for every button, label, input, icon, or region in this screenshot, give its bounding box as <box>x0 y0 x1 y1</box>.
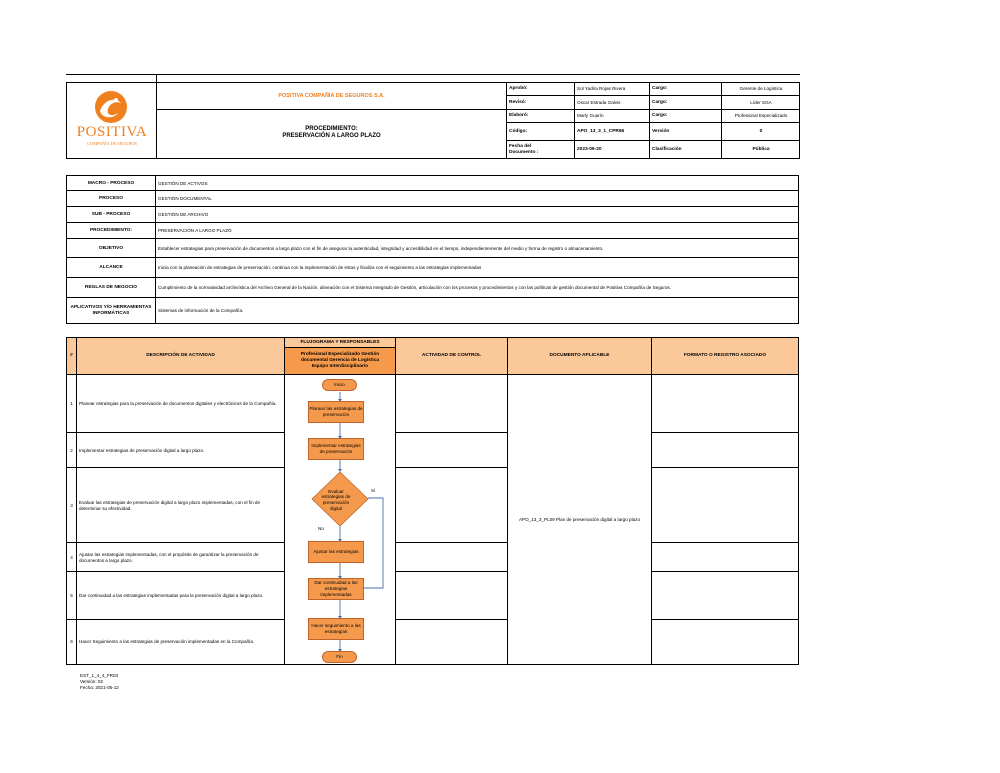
top-rule <box>66 74 800 75</box>
meta-value: GESTIÓN DOCUMENTAL <box>158 196 212 202</box>
meta-row <box>67 298 798 323</box>
row-line <box>652 467 798 468</box>
row-line <box>652 619 798 620</box>
row-num: 1 <box>70 401 73 407</box>
flow-start: Inicio <box>322 379 357 391</box>
footer-code: EST_1_4_4_FR03 <box>80 673 119 678</box>
clasif-label: Clasificación <box>650 141 722 158</box>
col-control-header: ACTIVIDAD DE CONTROL <box>396 338 508 375</box>
meta-value: Cumplimiento de la normatividad archivística del Archivo General de la Nación, alineación con el Sistema Integrado de Gestión, articulación con los procesos y procedimientos y con las políticas de gestión documental de Positiva Compañía de Seguros. <box>158 285 671 291</box>
fecha-value: 2023-09-20 <box>575 141 650 158</box>
meta-row <box>67 176 798 191</box>
activity-table <box>66 337 799 665</box>
meta-row <box>67 223 798 239</box>
flow-no-label: No <box>318 526 324 531</box>
logo-cell <box>67 83 157 158</box>
flow-yes-label: Si <box>371 488 376 493</box>
row-line <box>652 571 798 572</box>
aprobo-label: Aprobó: <box>507 83 575 96</box>
meta-label: APLICATIVOS Y/O HERRAMIENTAS INFORMÁTICAS <box>70 304 152 316</box>
logo-text: POSITIVA <box>76 123 148 140</box>
company-name: POSITIVA COMPAÑÍA DE SEGUROS S.A. <box>157 83 506 110</box>
flow-step-5: Dar continuidad a las estrategias implementadas <box>308 578 364 600</box>
table-row <box>67 433 285 468</box>
row-desc: Implementar estrategias de preservación digital a largo plazo. <box>79 447 205 453</box>
meta-value: Establecer estrategias para preservación de documentos a largo plazo con el fin de asegurar la autenticidad, integridad y accesibilidad en el tiempo, independientemente del medio y forma de registro o almacenamiento. <box>158 245 604 251</box>
meta-value: PRESERVACIÓN A LARGO PLAZO <box>158 228 232 234</box>
col-desc-header: DESCRIPCIÓN DE ACTIVIDAD <box>77 338 285 375</box>
meta-label: PROCEDIMIENTO: <box>89 228 133 234</box>
footer-date: Fecha: 2021-05-12 <box>80 685 119 690</box>
col-doc-header: DOCUMENTO APLICABLE <box>508 338 652 375</box>
elaboro-value: Marly Guarín <box>575 110 650 123</box>
row-line <box>396 432 508 433</box>
doc-applicable: APO_13_3_PL09 Plan de preservación digital a largo plazo <box>518 516 641 522</box>
meta-label: MACRO - PROCESO <box>87 180 135 186</box>
aprobo-value: Sol Yadira Rojas Rivera <box>575 83 650 96</box>
reviso-label: Revisó: <box>507 96 575 110</box>
table-row <box>67 375 285 433</box>
row-desc: Dar continuidad a las estrategias implementadas para la preservación digital a largo plazo. <box>79 593 264 599</box>
row-num: 5 <box>70 593 73 599</box>
clasif-value: Pública <box>752 146 770 152</box>
col-format-header: FORMATO O REGISTRO ASOCIADO <box>652 338 798 375</box>
fecha-label: Fecha del Documento : <box>507 141 575 158</box>
meta-value: GESTIÓN DE ACTIVOS <box>158 180 208 186</box>
reviso-value: Oscar Estrada Galvis <box>575 96 650 110</box>
col-num-header: # <box>67 338 77 375</box>
cargo3-label: Cargo: <box>650 110 722 123</box>
cargo2-label: Cargo: <box>650 96 722 110</box>
meta-value: Inicia con la planeación de estrategias de preservación, continua con la implementación de éstas y finaliza con el seguimiento a las estrategias implementadas <box>158 265 482 271</box>
row-line <box>652 542 798 543</box>
flow-decision-label: Evaluar estrategias de preservación digital <box>321 488 351 511</box>
procedure-label: PROCEDIMIENTO: <box>305 126 358 132</box>
cargo1-value: Gerente de Logística <box>722 83 800 96</box>
row-desc: Ajustar las estrategias implementadas, con el propósito de garantizar la preservación de documentos a largo plazo. <box>79 551 259 563</box>
meta-label: REGLAS DE NEGOCIO <box>85 285 137 291</box>
row-line <box>396 542 508 543</box>
table-row <box>67 543 285 572</box>
table-row <box>67 620 285 664</box>
info-grid <box>506 83 799 158</box>
meta-row <box>67 258 798 278</box>
row-num: 4 <box>70 554 73 560</box>
col-line <box>395 375 396 664</box>
flow-step-4: Ajustar las estrategias <box>308 541 364 563</box>
cargo1-label: Cargo: <box>650 83 722 96</box>
row-num: 6 <box>70 639 73 645</box>
meta-row <box>67 207 798 223</box>
version-value: 0 <box>722 123 800 141</box>
elaboro-label: Elaboró: <box>507 110 575 123</box>
table-row <box>67 572 285 620</box>
row-num: 2 <box>70 447 73 453</box>
logo-icon <box>90 89 132 125</box>
row-line <box>396 619 508 620</box>
row-desc: Evaluar las estrategias de preservación digital a largo plazo implementadas, con el fin de determinar su efectividad. <box>79 499 261 511</box>
col-flow-title: FLUJOGRAMA Y RESPONSABLES <box>285 338 395 348</box>
meta-row <box>67 239 798 258</box>
flow-end: Fin <box>322 651 357 663</box>
meta-value: GESTIÓN DE ARCHIVO <box>158 212 209 218</box>
header-block <box>66 82 800 159</box>
cargo2-value: Líder SGA <box>722 96 800 110</box>
cargo3-value: Profesional Especializado <box>722 110 800 123</box>
row-line <box>652 432 798 433</box>
meta-label: OBJETIVO <box>98 245 124 251</box>
row-desc: Planear estrategias para la preservación de documentos digitales y electrónicos de la Compañía. <box>79 401 277 407</box>
meta-table <box>66 175 799 324</box>
col-line <box>651 375 652 664</box>
meta-value: Sistemas de información de la Compañía. <box>158 307 244 313</box>
footer-version: Versión: 02 <box>80 679 103 684</box>
flow-step-2: Implementar estrategias de preservación <box>308 438 364 460</box>
row-line <box>396 467 508 468</box>
meta-row <box>67 191 798 207</box>
codigo-label: Código: <box>507 123 575 141</box>
meta-label: SUB - PROCESO <box>91 212 131 218</box>
title-cell <box>157 83 506 158</box>
version-label: Versión <box>650 123 722 141</box>
col-flow-header <box>285 338 396 375</box>
table-row <box>67 468 285 543</box>
flow-step-1: Planear las estrategias de preservación <box>308 401 364 423</box>
procedure-name: PRESERVACIÓN A LARGO PLAZO <box>282 133 381 139</box>
row-line <box>396 571 508 572</box>
col-flow-roles: Profesional Especializado Gestión documental Gerencia de Logística Equipo Interdisciplinario <box>285 348 395 374</box>
meta-row <box>67 278 798 298</box>
logo-subtext: COMPAÑÍA DE SEGUROS <box>87 140 137 146</box>
flow-step-6: Hacer seguimiento a las estrategias <box>308 618 364 640</box>
meta-label: PROCESO <box>99 196 123 202</box>
row-desc: Hacer Seguimiento a las estrategias de preservación implementadas en la Compañía. <box>79 639 255 645</box>
codigo-value: APO_13_3_1_CPR56 <box>575 123 650 141</box>
row-num: 3 <box>70 502 73 508</box>
meta-label: ALCANCE <box>99 265 123 271</box>
